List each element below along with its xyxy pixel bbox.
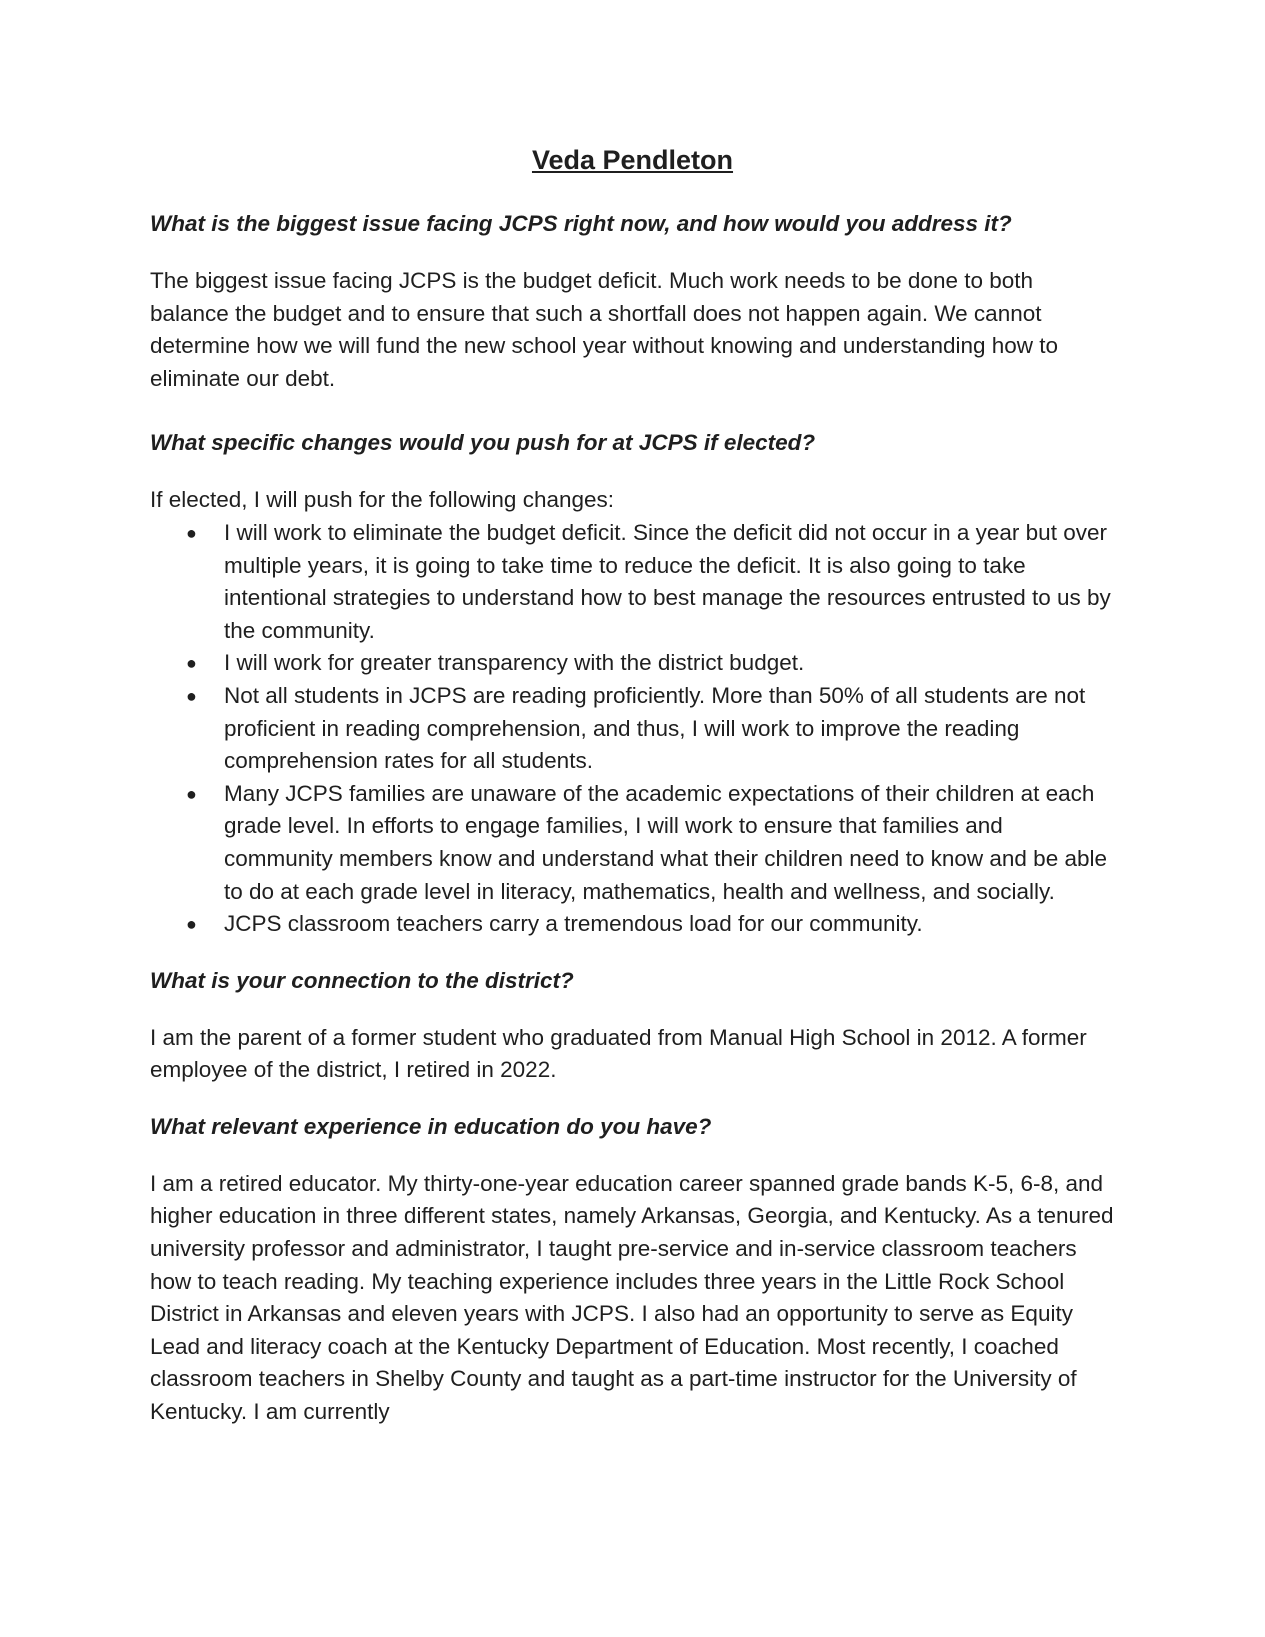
list-item — [150, 908, 1115, 941]
list-item — [150, 517, 1115, 647]
answer-paragraph: I am the parent of a former student who graduated from Manual High School in 2012. A former employee of the district, I retired in 2022. — [150, 1024, 1087, 1083]
bullet-icon: ● — [186, 783, 197, 804]
bullet-icon: ● — [186, 522, 197, 543]
answer-paragraph: I am a retired educator. My thirty-one-year education career spanned grade bands K-5, 6-8, and higher education in three different states, namely Arkansas, Georgia, and Kentucky. As a tenured university professor and administrator, I taught pre-service and in-service classroom teachers how to teach reading. My teaching experience includes three years in the Little Rock School District in Arkansas and eleven years with JCPS. I also had an opportunity to serve as Equity Lead and literacy coach at the Kentucky Department of Education. Most recently, I coached classroom teachers in Shelby County and taught as a part-time instructor for the University of Kentucky. I am currently — [150, 1170, 1114, 1425]
section-biggest-issue — [150, 208, 1115, 395]
document-page — [150, 140, 1115, 1429]
question-heading: What is the biggest issue facing JCPS right now, and how would you address it? — [150, 211, 1012, 236]
list-item — [150, 647, 1115, 680]
list-item-text: I will work to eliminate the budget deficit. Since the deficit did not occur in a year but over multiple years, it is going to take time to reduce the deficit. It is also going to take intentional strategies to understand how to best manage the resources entrusted to us by the community. — [224, 519, 1111, 643]
list-item-text: Many JCPS families are unaware of the academic expectations of their children at each grade level. In efforts to engage families, I will work to ensure that families and community members know and understand what their children need to know and be able to do at each grade level in literacy, mathematics, health and wellness, and socially. — [224, 780, 1108, 904]
bullet-icon: ● — [186, 653, 197, 674]
changes-list — [150, 517, 1115, 941]
bullet-icon: ● — [186, 685, 197, 706]
intro-paragraph: If elected, I will push for the following changes: — [150, 487, 615, 513]
question-heading: What relevant experience in education do you have? — [150, 1113, 712, 1139]
bullet-icon: ● — [186, 914, 197, 935]
question-heading: What specific changes would you push for at JCPS if elected? — [150, 430, 816, 456]
list-item — [150, 778, 1115, 908]
list-item — [150, 680, 1115, 778]
section-experience — [150, 1111, 1115, 1429]
section-connection — [150, 965, 1115, 1087]
list-item-text: I will work for greater transparency with the district budget. — [224, 650, 805, 676]
list-item-text: JCPS classroom teachers carry a tremendous load for our community. — [224, 911, 923, 937]
question-heading: What is your connection to the district? — [150, 967, 574, 993]
section-specific-changes — [150, 427, 1115, 940]
list-item-text: Not all students in JCPS are reading proficiently. More than 50% of all students are not proficient in reading comprehension, and thus, I will work to improve the reading comprehension rates for all students. — [224, 682, 1086, 774]
page-title: Veda Pendleton — [531, 145, 734, 175]
answer-paragraph: The biggest issue facing JCPS is the budget deficit. Much work needs to be done to both balance the budget and to ensure that such a shortfall does not happen again. We cannot determine how we will fund the new school year without knowing and understanding how to eliminate our debt. — [150, 268, 1059, 391]
